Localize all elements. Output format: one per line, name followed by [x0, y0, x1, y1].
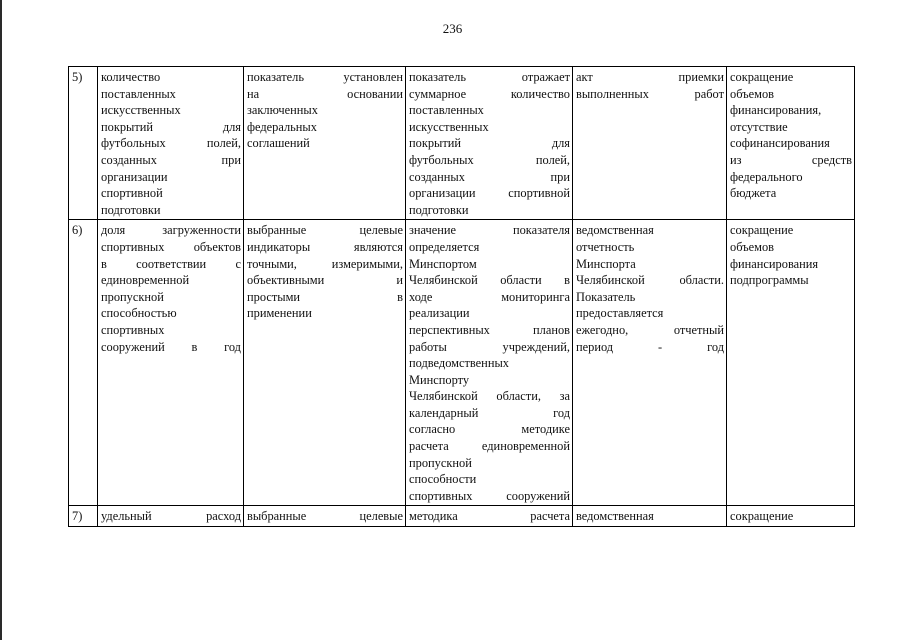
cell-text-line: футбольных полей,	[101, 136, 241, 151]
indicator-name-cell	[98, 506, 244, 527]
rationale-cell	[244, 506, 406, 527]
cell-text-line: суммарное количество	[409, 86, 570, 101]
cell-text-line: сооружений в год	[101, 339, 241, 354]
cell-text-line: в соответствии с	[101, 256, 241, 271]
indicator-table	[68, 66, 855, 527]
cell-text-line: сокращение	[730, 509, 794, 524]
cell-text-line: определяется	[409, 239, 480, 254]
row-number-cell: 7)	[69, 506, 98, 527]
cell-text-line: поставленных	[409, 103, 484, 118]
cell-text-line: Челябинской области, за	[409, 389, 570, 404]
cell-text-line: единовременной	[101, 273, 190, 288]
cell-text-line: простыми в	[247, 289, 403, 304]
cell-text-line: ходе мониторинга	[409, 289, 570, 304]
row-number-cell: 6)	[69, 220, 98, 506]
data-source-cell	[573, 220, 727, 506]
risk-cell	[727, 506, 855, 527]
cell-text-line: на основании	[247, 86, 403, 101]
cell-text-line: работы учреждений,	[409, 339, 570, 354]
cell-text-line: объемов	[730, 239, 774, 254]
indicator-name-cell	[98, 67, 244, 220]
cell-text-line: Показатель	[576, 289, 636, 304]
cell-text-line: Челябинской области.	[576, 273, 724, 288]
cell-text-line: покрытий для	[101, 119, 241, 134]
cell-text-line: федеральных	[247, 119, 317, 134]
cell-text-line: спортивной	[101, 186, 163, 201]
cell-text-line: показатель установлен	[247, 70, 403, 84]
cell-text-line: ежегодно, отчетный	[576, 322, 724, 337]
cell-text-line: подпрограммы	[730, 273, 809, 288]
rationale-cell	[244, 220, 406, 506]
cell-text-line: значение показателя	[409, 223, 570, 238]
rationale-cell	[244, 67, 406, 220]
cell-text-line: Челябинской области в	[409, 273, 570, 288]
cell-text-line: количество	[101, 70, 161, 84]
table-row	[69, 67, 855, 220]
cell-text-line: искусственных	[409, 119, 489, 134]
cell-text-line: способностью	[101, 306, 177, 321]
calculation-method-cell	[406, 67, 573, 220]
cell-text-line: федерального	[730, 169, 803, 184]
calculation-method-cell	[406, 220, 573, 506]
data-source-cell	[573, 506, 727, 527]
page-number: 236	[442, 21, 463, 36]
cell-text-line: созданных при	[409, 169, 570, 184]
cell-text-line: подготовки	[101, 202, 161, 217]
cell-text-line: финансирования	[730, 256, 819, 271]
indicator-name-cell	[98, 220, 244, 506]
cell-text-line: Минспортом	[409, 256, 477, 271]
cell-text-line: подготовки	[409, 202, 469, 217]
cell-text-line: поставленных	[101, 86, 176, 101]
cell-text-line: ведомственная	[576, 509, 654, 524]
cell-text-line: бюджета	[730, 186, 777, 201]
cell-text-line: софинансирования	[730, 136, 830, 151]
cell-text-line: показатель отражает	[409, 70, 570, 84]
cell-text-line: искусственных	[101, 103, 181, 118]
cell-text-line: подведомственных	[409, 356, 509, 371]
cell-text-line: спортивных	[101, 322, 165, 337]
cell-text-line: отсутствие	[730, 119, 788, 134]
risk-cell	[727, 220, 855, 506]
cell-text-line: спортивных сооружений	[409, 488, 570, 503]
cell-text-line: Минспорта	[576, 256, 636, 271]
cell-text-line: ведомственная	[576, 223, 654, 238]
cell-text-line: сокращение	[730, 223, 794, 238]
cell-text-line: перспективных планов	[409, 322, 570, 337]
cell-text-line: объективными и	[247, 273, 403, 288]
cell-text-line: доля загруженности	[101, 223, 241, 238]
cell-text-line: выполненных работ	[576, 86, 724, 101]
cell-text-line: отчетность	[576, 239, 635, 254]
cell-text-line: Минспорту	[409, 372, 470, 387]
cell-text-line: согласно методике	[409, 422, 570, 437]
cell-text-line: пропускной	[101, 289, 164, 304]
data-source-cell	[573, 67, 727, 220]
risk-cell	[727, 67, 855, 220]
cell-text-line: сокращение	[730, 70, 794, 84]
cell-text-line: расчета единовременной	[409, 439, 570, 454]
cell-text-line: организации	[101, 169, 168, 184]
row-number-cell: 5)	[69, 67, 98, 220]
cell-text-line: организации спортивной	[409, 186, 570, 201]
cell-text-line: футбольных полей,	[409, 152, 570, 167]
cell-text-line: методика расчета	[409, 509, 570, 524]
cell-text-line: период - год	[576, 339, 724, 354]
cell-text-line: точными, измеримыми,	[247, 256, 403, 271]
cell-text-line: выбранные целевые	[247, 509, 403, 524]
table-row	[69, 220, 855, 506]
cell-text-line: пропускной	[409, 455, 472, 470]
cell-text-line: индикаторы являются	[247, 239, 403, 254]
cell-text-line: реализации	[409, 306, 470, 321]
cell-text-line: финансирования,	[730, 103, 822, 118]
cell-text-line: удельный расход	[101, 509, 241, 524]
cell-text-line: акт приемки	[576, 70, 724, 84]
cell-text-line: спортивных объектов	[101, 239, 241, 254]
cell-text-line: заключенных	[247, 103, 318, 118]
calculation-method-cell	[406, 506, 573, 527]
cell-text-line: соглашений	[247, 136, 310, 151]
cell-text-line: созданных при	[101, 152, 241, 167]
cell-text-line: покрытий для	[409, 136, 570, 151]
cell-text-line: выбранные целевые	[247, 223, 403, 238]
cell-text-line: календарный год	[409, 405, 570, 420]
table-row	[69, 506, 855, 527]
cell-text-line: из средств	[730, 152, 852, 167]
cell-text-line: применении	[247, 306, 312, 321]
cell-text-line: способности	[409, 472, 477, 487]
cell-text-line: предоставляется	[576, 306, 664, 321]
page-margin-line	[0, 0, 2, 640]
cell-text-line: объемов	[730, 86, 774, 101]
